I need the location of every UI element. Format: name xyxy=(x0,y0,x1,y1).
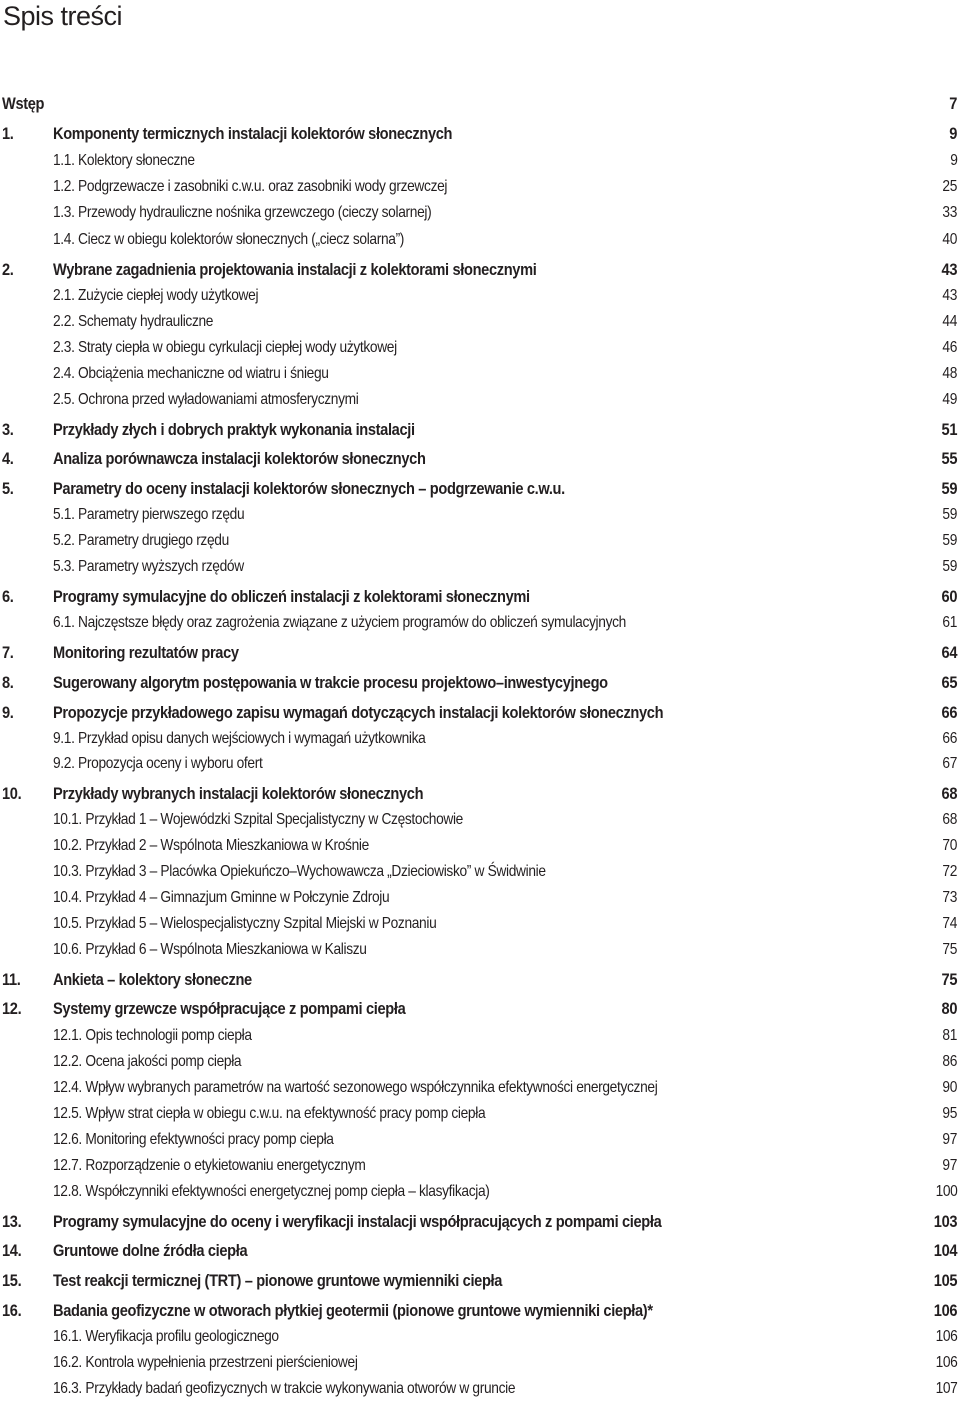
toc-page-number: 68 xyxy=(941,784,957,803)
toc-chapter-row xyxy=(0,418,960,442)
toc-page-number: 68 xyxy=(942,811,957,828)
toc-page-number: 65 xyxy=(941,673,957,692)
toc-chapter-title: Sugerowany algorytm postępowania w trakcie procesu projektowo–inwestycyjnego xyxy=(53,673,608,692)
toc-chapter-number: 4. xyxy=(2,449,14,468)
toc-section-number: 6.1. xyxy=(53,614,75,631)
toc-section-label xyxy=(53,938,367,962)
toc-section-title: Podgrzewacze i zasobniki c.w.u. oraz zasobniki wody grzewczej xyxy=(78,178,448,195)
toc-section-row xyxy=(0,310,960,334)
toc-page-number: 59 xyxy=(942,558,957,575)
toc-chapter-row xyxy=(0,1269,960,1293)
toc-section-label xyxy=(53,284,258,308)
toc-section-row xyxy=(0,503,960,527)
toc-section-number: 2.5. xyxy=(53,391,75,408)
toc-section-row xyxy=(0,834,960,858)
toc-section-label xyxy=(53,1050,241,1074)
toc-chapter-number: Wstęp xyxy=(2,94,45,113)
toc-chapter-row xyxy=(0,447,960,471)
toc-chapter-number: 8. xyxy=(2,673,14,692)
toc-page-number: 105 xyxy=(933,1271,957,1290)
toc-section-title: Propozycja oceny i wyboru ofert xyxy=(78,755,263,772)
toc-section-label xyxy=(53,336,397,360)
toc-section-title: Najczęstsze błędy oraz zagrożenia związane z użyciem programów do obliczeń symulacyjnych xyxy=(78,614,626,631)
toc-page-number: 66 xyxy=(942,730,957,747)
toc-section-title: Przykład 2 – Wspólnota Mieszkaniowa w Krośnie xyxy=(85,837,369,854)
toc-section-title: Przykład 1 – Wojewódzki Szpital Specjalistyczny w Częstochowie xyxy=(85,811,463,828)
toc-section-number: 12.5. xyxy=(53,1105,82,1122)
toc-page-number: 9 xyxy=(949,152,957,169)
toc-chapter-row xyxy=(0,641,960,665)
toc-section-label xyxy=(53,1128,334,1152)
toc-page-number: 66 xyxy=(941,703,957,722)
toc-page-number: 7 xyxy=(949,94,957,113)
toc-chapter-title: Propozycje przykładowego zapisu wymagań dotyczących instalacji kolektorów słonecznych xyxy=(53,703,664,722)
toc-chapter-row xyxy=(0,997,960,1021)
toc-page-number: 73 xyxy=(942,889,957,906)
toc-section-number: 16.2. xyxy=(53,1354,82,1371)
toc-section-number: 10.6. xyxy=(53,941,82,958)
toc-section-label xyxy=(53,611,626,635)
toc-section-title: Przykłady badań geofizycznych w trakcie wykonywania otworów w gruncie xyxy=(85,1380,516,1397)
toc-chapter-title: Przykłady wybranych instalacji kolektorów słonecznych xyxy=(53,784,424,803)
toc-section-title: Przykład 5 – Wielospecjalistyczny Szpital Miejski w Poznaniu xyxy=(85,915,437,932)
toc-section-label xyxy=(53,1325,279,1349)
toc-section-title: Przykład 6 – Wspólnota Mieszkaniowa w Kaliszu xyxy=(85,941,367,958)
toc-section-label xyxy=(53,1154,365,1178)
toc-section-number: 1.2. xyxy=(53,178,75,195)
toc-page-number: 104 xyxy=(933,1241,957,1260)
toc-section-label xyxy=(53,1102,485,1126)
toc-section-label xyxy=(53,1351,358,1375)
toc-chapter-number: 16. xyxy=(2,1301,22,1320)
toc-section-number: 2.2. xyxy=(53,313,75,330)
toc-chapter-row xyxy=(0,92,960,116)
toc-chapter-row xyxy=(0,585,960,609)
toc-page-number: 46 xyxy=(942,339,957,356)
toc-chapter-number: 10. xyxy=(2,784,22,803)
toc-section-number: 10.1. xyxy=(53,811,82,828)
toc-section-title: Schematy hydrauliczne xyxy=(78,313,214,330)
toc-chapter-number: 5. xyxy=(2,479,14,498)
toc-section-row xyxy=(0,228,960,252)
toc-section-row xyxy=(0,1377,960,1401)
toc-chapter-title: Badania geofizyczne w otworach płytkiej geotermii (pionowe gruntowe wymienniki ciepła)* xyxy=(53,1301,653,1320)
page-title: Spis treści xyxy=(3,1,123,31)
toc-page-number: 61 xyxy=(942,614,957,631)
toc-section-title: Przykład 3 – Placówka Opiekuńczo–Wychowawcza „Dzieciowisko” w Świdwinie xyxy=(85,863,546,880)
toc-chapter-title: Wybrane zagadnienia projektowania instalacji z kolektorami słonecznymi xyxy=(53,260,537,279)
toc-section-row xyxy=(0,1128,960,1152)
toc-section-row xyxy=(0,284,960,308)
toc-section-title: Przewody hydrauliczne nośnika grzewczego (cieczy solarnej) xyxy=(78,204,432,221)
toc-section-number: 16.3. xyxy=(53,1380,82,1397)
toc-chapter-row xyxy=(0,258,960,282)
toc-section-label xyxy=(53,1377,515,1401)
toc-chapter-title: Programy symulacyjne do oceny i weryfikacji instalacji współpracujących z pompami ciepła xyxy=(53,1212,662,1231)
toc-section-number: 2.3. xyxy=(53,339,75,356)
toc-page-number: 95 xyxy=(942,1105,957,1122)
toc-section-title: Kontrola wypełnienia przestrzeni pierścieniowej xyxy=(85,1354,358,1371)
toc-section-label xyxy=(53,149,195,173)
toc-section-label xyxy=(53,529,229,553)
toc-chapter-row xyxy=(0,122,960,146)
toc-section-title: Opis technologii pomp ciepła xyxy=(85,1027,252,1044)
toc-page-number: 70 xyxy=(942,837,957,854)
toc-section-row xyxy=(0,362,960,386)
toc-page-number: 59 xyxy=(942,506,957,523)
toc-section-number: 1.4. xyxy=(53,231,75,248)
toc-section-label xyxy=(53,555,244,579)
toc-section-title: Przykład 4 – Gimnazjum Gminne w Połczynie Zdroju xyxy=(85,889,390,906)
toc-chapter-title: Programy symulacyjne do obliczeń instalacji z kolektorami słonecznymi xyxy=(53,587,530,606)
toc-chapter-number: 7. xyxy=(2,643,14,662)
toc-chapter-number: 6. xyxy=(2,587,14,606)
toc-section-row xyxy=(0,1102,960,1126)
toc-page-number: 44 xyxy=(942,313,957,330)
toc-section-row xyxy=(0,808,960,832)
toc-section-row xyxy=(0,149,960,173)
toc-section-title: Wpływ strat ciepła w obiegu c.w.u. na efektywność pracy pomp ciepła xyxy=(85,1105,486,1122)
toc-section-title: Zużycie ciepłej wody użytkowej xyxy=(78,287,259,304)
toc-section-row xyxy=(0,727,960,751)
toc-section-number: 1.3. xyxy=(53,204,75,221)
toc-chapter-row xyxy=(0,782,960,806)
toc-section-row xyxy=(0,1325,960,1349)
toc-section-number: 12.6. xyxy=(53,1131,82,1148)
toc-section-row xyxy=(0,860,960,884)
toc-chapter-title: Komponenty termicznych instalacji kolektorów słonecznych xyxy=(53,124,453,143)
toc-section-title: Wpływ wybranych parametrów na wartość sezonowego współczynnika efektywności energetycznej xyxy=(85,1079,658,1096)
toc-section-label xyxy=(53,752,262,776)
toc-section-row xyxy=(0,1154,960,1178)
toc-page-number: 75 xyxy=(941,970,957,989)
toc-section-label xyxy=(53,201,431,225)
toc-section-title: Straty ciepła w obiegu cyrkulacji ciepłej wody użytkowej xyxy=(78,339,397,356)
toc-chapter-title: Monitoring rezultatów pracy xyxy=(53,643,239,662)
toc-section-title: Parametry wyższych rzędów xyxy=(78,558,244,575)
toc-chapter-row xyxy=(0,968,960,992)
toc-chapter-number: 12. xyxy=(2,999,22,1018)
toc-chapter-row xyxy=(0,477,960,501)
toc-page-number: 97 xyxy=(942,1157,957,1174)
toc-section-label xyxy=(53,1180,489,1204)
toc-section-row xyxy=(0,1050,960,1074)
toc-section-title: Ciecz w obiegu kolektorów słonecznych („ciecz solarna”) xyxy=(78,231,405,248)
toc-section-number: 12.2. xyxy=(53,1053,82,1070)
toc-section-number: 16.1. xyxy=(53,1328,82,1345)
toc-chapter-row xyxy=(0,701,960,725)
toc-section-row xyxy=(0,886,960,910)
toc-page-number: 25 xyxy=(942,178,957,195)
toc-chapter-title: Test reakcji termicznej (TRT) – pionowe gruntowe wymienniki ciepła xyxy=(53,1271,503,1290)
toc-section-number: 2.4. xyxy=(53,365,75,382)
toc-section-number: 2.1. xyxy=(53,287,75,304)
toc-section-number: 10.2. xyxy=(53,837,82,854)
toc-section-title: Parametry pierwszego rzędu xyxy=(78,506,245,523)
toc-chapter-number: 15. xyxy=(2,1271,22,1290)
toc-section-label xyxy=(53,362,329,386)
toc-chapter-number: 13. xyxy=(2,1212,22,1231)
toc-section-label xyxy=(53,175,447,199)
toc-chapter-title: Systemy grzewcze współpracujące z pompami ciepła xyxy=(53,999,406,1018)
toc-chapter-title: Analiza porównawcza instalacji kolektorów słonecznych xyxy=(53,449,426,468)
toc-section-row xyxy=(0,555,960,579)
toc-section-number: 10.4. xyxy=(53,889,82,906)
toc-section-row xyxy=(0,175,960,199)
toc-section-number: 12.7. xyxy=(53,1157,82,1174)
toc-page-number: 100 xyxy=(935,1183,957,1200)
toc-page-number: 81 xyxy=(942,1027,957,1044)
toc-page-number: 75 xyxy=(942,941,957,958)
toc-chapter-number: 2. xyxy=(2,260,14,279)
toc-page-number: 106 xyxy=(935,1354,957,1371)
toc-section-title: Przykład opisu danych wejściowych i wymagań użytkownika xyxy=(78,730,426,747)
toc-section-label xyxy=(53,1076,657,1100)
toc-section-title: Monitoring efektywności pracy pomp ciepła xyxy=(85,1131,334,1148)
toc-page-number: 103 xyxy=(933,1212,957,1231)
toc-chapter-row xyxy=(0,1239,960,1263)
toc-section-label xyxy=(53,310,213,334)
toc-chapter-title: Przykłady złych i dobrych praktyk wykonania instalacji xyxy=(53,420,415,439)
toc-page-number: 106 xyxy=(935,1328,957,1345)
toc-section-label xyxy=(53,1024,252,1048)
toc-chapter-number: 11. xyxy=(2,970,21,989)
toc-section-label xyxy=(53,808,463,832)
toc-page-number: 40 xyxy=(942,231,957,248)
toc-page-number: 107 xyxy=(935,1380,957,1397)
toc-section-label xyxy=(53,834,369,858)
toc-chapter-number: 14. xyxy=(2,1241,22,1260)
toc-section-label xyxy=(53,912,436,936)
toc-section-row xyxy=(0,336,960,360)
toc-section-title: Weryfikacja profilu geologicznego xyxy=(85,1328,279,1345)
toc-section-number: 5.3. xyxy=(53,558,75,575)
toc-section-title: Ocena jakości pomp ciepła xyxy=(85,1053,242,1070)
toc-section-number: 12.1. xyxy=(53,1027,82,1044)
toc-section-title: Ochrona przed wyładowaniami atmosferycznymi xyxy=(78,391,359,408)
toc-section-label xyxy=(53,503,244,527)
toc-chapter-title: Gruntowe dolne źródła ciepła xyxy=(53,1241,248,1260)
toc-page-number: 106 xyxy=(933,1301,957,1320)
toc-chapter-number: 1. xyxy=(2,124,14,143)
toc-page-number: 90 xyxy=(942,1079,957,1096)
toc-page-number: 59 xyxy=(942,532,957,549)
toc-page-number: 51 xyxy=(941,420,957,439)
toc-chapter-row xyxy=(0,671,960,695)
toc-page-number: 33 xyxy=(942,204,957,221)
toc-section-number: 10.5. xyxy=(53,915,82,932)
toc-page-number: 74 xyxy=(942,915,957,932)
toc-page-number: 86 xyxy=(942,1053,957,1070)
toc-page-number: 72 xyxy=(942,863,957,880)
toc-section-row xyxy=(0,388,960,412)
toc-section-number: 12.4. xyxy=(53,1079,82,1096)
toc-chapter-row xyxy=(0,1299,960,1323)
toc-section-number: 5.2. xyxy=(53,532,75,549)
toc-page-number: 97 xyxy=(942,1131,957,1148)
toc-page-number: 67 xyxy=(942,755,957,772)
toc-chapter-number: 9. xyxy=(2,703,14,722)
toc-section-number: 12.8. xyxy=(53,1183,82,1200)
toc-section-number: 9.1. xyxy=(53,730,75,747)
toc-section-row xyxy=(0,1024,960,1048)
toc-section-number: 9.2. xyxy=(53,755,75,772)
toc-page-number: 43 xyxy=(942,287,957,304)
toc-section-row xyxy=(0,201,960,225)
toc-page-number: 9 xyxy=(949,124,957,143)
toc-section-row xyxy=(0,912,960,936)
toc-section-row xyxy=(0,1180,960,1204)
toc-page-number: 60 xyxy=(941,587,957,606)
toc-page-number: 48 xyxy=(942,365,957,382)
toc-section-number: 10.3. xyxy=(53,863,82,880)
toc-page-number: 43 xyxy=(941,260,957,279)
toc-chapter-title: Parametry do oceny instalacji kolektorów słonecznych – podgrzewanie c.w.u. xyxy=(53,479,565,498)
toc-section-label xyxy=(53,886,389,910)
toc-page-number: 55 xyxy=(941,449,957,468)
toc-section-row xyxy=(0,752,960,776)
toc-section-label xyxy=(53,388,358,412)
toc-page-number: 80 xyxy=(941,999,957,1018)
toc-section-label xyxy=(53,727,425,751)
toc-section-number: 1.1. xyxy=(53,152,75,169)
toc-section-row xyxy=(0,1076,960,1100)
toc-section-row xyxy=(0,1351,960,1375)
toc-chapter-row xyxy=(0,1210,960,1234)
toc-section-title: Rozporządzenie o etykietowaniu energetycznym xyxy=(85,1157,366,1174)
toc-page-number: 59 xyxy=(941,479,957,498)
toc-section-title: Współczynniki efektywności energetycznej pomp ciepła – klasyfikacja) xyxy=(85,1183,490,1200)
toc-chapter-title: Ankieta – kolektory słoneczne xyxy=(53,970,252,989)
toc-section-row xyxy=(0,611,960,635)
toc-section-title: Parametry drugiego rzędu xyxy=(78,532,229,549)
toc-page-number: 49 xyxy=(942,391,957,408)
toc-section-row xyxy=(0,938,960,962)
toc-section-row xyxy=(0,529,960,553)
toc-section-title: Obciążenia mechaniczne od wiatru i śniegu xyxy=(78,365,329,382)
toc-section-label xyxy=(53,860,546,884)
toc-page-number: 64 xyxy=(941,643,957,662)
toc-section-title: Kolektory słoneczne xyxy=(78,152,195,169)
toc-chapter-number: 3. xyxy=(2,420,14,439)
toc-section-number: 5.1. xyxy=(53,506,75,523)
toc-section-label xyxy=(53,228,404,252)
